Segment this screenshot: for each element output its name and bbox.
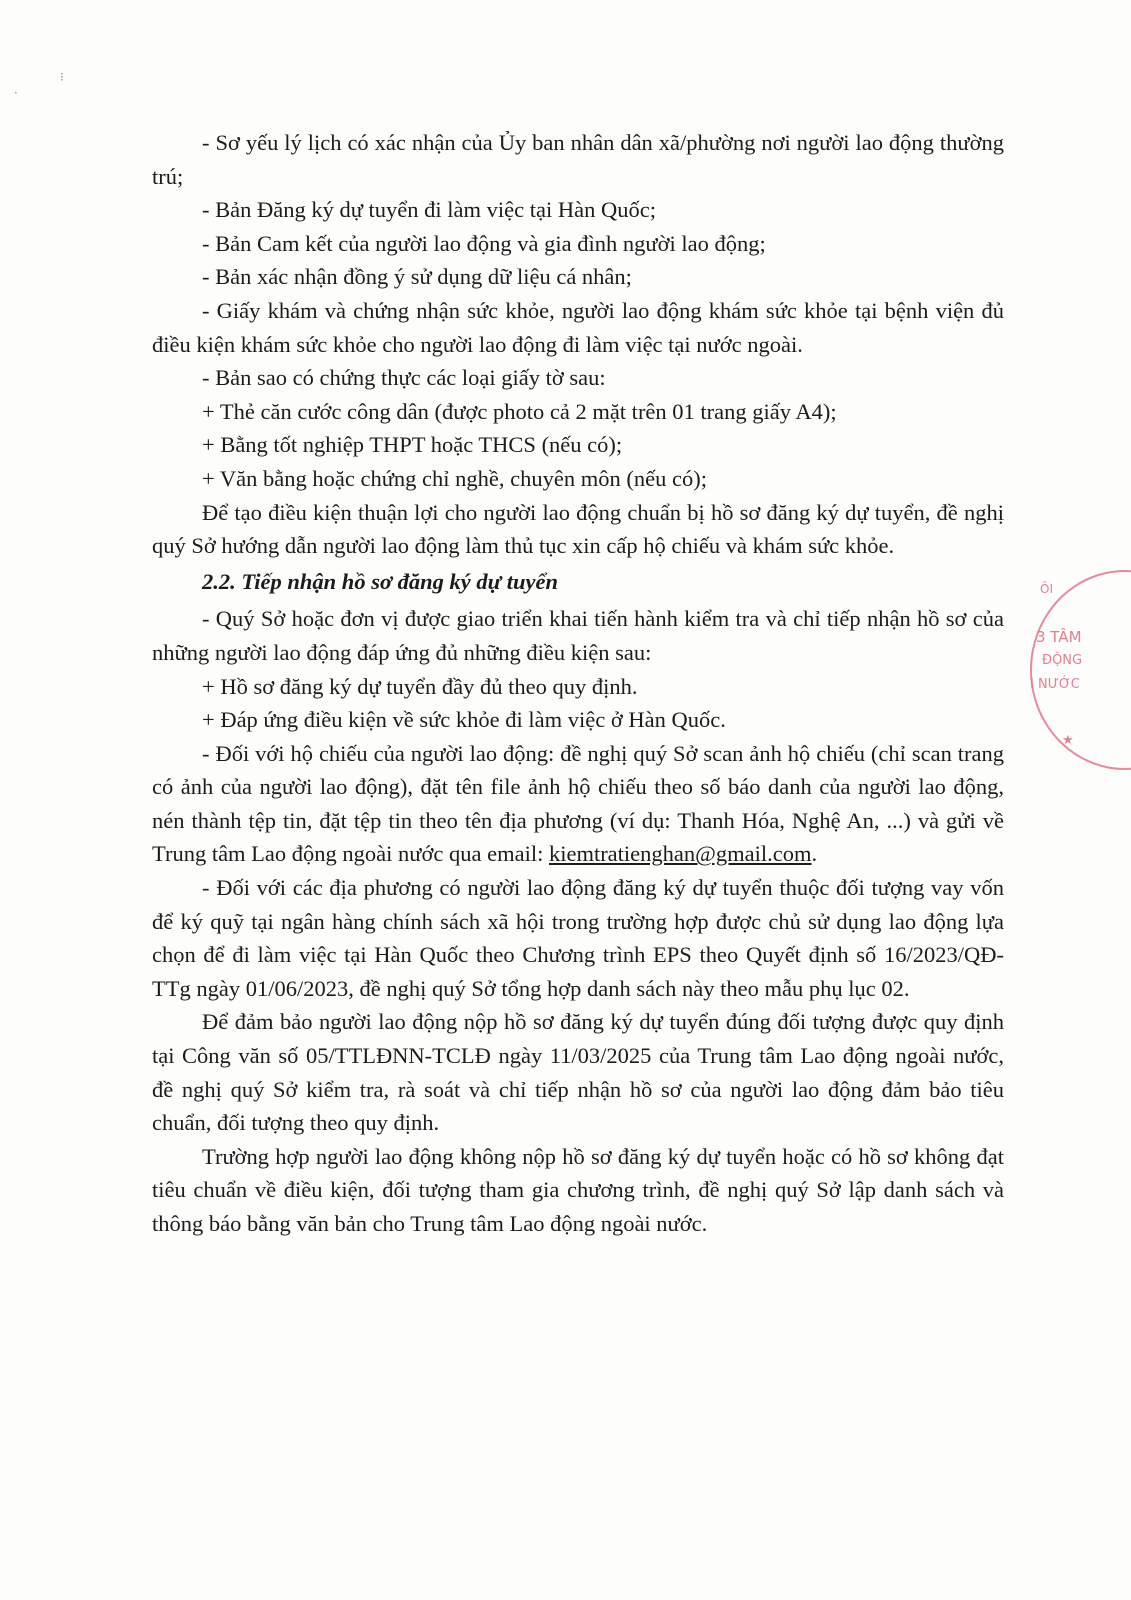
paragraph: - Quý Sở hoặc đơn vị được giao triển khai tiến hành kiểm tra và chỉ tiếp nhận hồ sơ của những người lao động đáp ứng đủ những điều kiện sau:: [152, 606, 1004, 665]
paragraph: - Đối với các địa phương có người lao động đăng ký dự tuyển thuộc đối tượng vay vốn để ký quỹ tại ngân hàng chính sách xã hội trong trường hợp được chủ sử dụng lao động lựa chọn để đi làm việc tại Hàn Quốc theo Chương trình EPS theo Quyết định số 16/2023/QĐ-TTg ngày 01/06/2023, đề nghị quý Sở tổng hợp danh sách này theo mẫu phụ lục 02.: [152, 875, 1004, 1001]
document-body: [152, 126, 1004, 1241]
paragraph: Để tạo điều kiện thuận lợi cho người lao động chuẩn bị hồ sơ đăng ký dự tuyển, đề nghị quý Sở hướng dẫn người lao động làm thủ tục xin cấp hộ chiếu và khám sức khỏe.: [152, 499, 1004, 559]
paragraph: + Đáp ứng điều kiện về sức khỏe đi làm việc ở Hàn Quốc.: [202, 707, 726, 733]
paragraph: - Bản Đăng ký dự tuyển đi làm việc tại Hàn Quốc;: [202, 197, 656, 223]
scan-artifact: ·: [14, 86, 18, 100]
paragraph: - Giấy khám và chứng nhận sức khỏe, người lao động khám sức khỏe tại bệnh viện đủ điều kiện khám sức khỏe cho người lao động đi làm việc tại nước ngoài.: [152, 297, 1004, 357]
email-link[interactable]: kiemtratienghan@gmail.com: [548, 841, 812, 867]
paragraph: - Bản xác nhận đồng ý sử dụng dữ liệu cá nhân;: [202, 264, 632, 290]
passport-text: - Đối với hộ chiếu của người lao động: đề nghị quý Sở scan ảnh hộ chiếu (chỉ scan trang có ảnh của người lao động), đặt tên file ảnh hộ chiếu theo số báo danh của người lao động, nén thành tệp tin, đặt tệp tin theo tên địa phương (ví dụ: Thanh Hóa, Nghệ An, ...) và gửi về Trung tâm Lao động ngoài nước qua email:: [152, 740, 1004, 867]
paragraph: - Bản Cam kết của người lao động và gia đình người lao động;: [202, 230, 766, 256]
stamp-text: 3 TÂM: [1036, 628, 1082, 646]
stamp-text: I NƯỚC: [1030, 677, 1080, 692]
scan-artifact: ⁝: [60, 70, 64, 84]
paragraph: Để đảm bảo người lao động nộp hồ sơ đăng ký dự tuyển đúng đối tượng được quy định tại Công văn số 05/TTLĐNN-TCLĐ ngày 11/03/2025 của Trung tâm Lao động ngoài nước, đề nghị quý Sở kiểm tra, rà soát và chỉ tiếp nhận hồ sơ của người lao động đảm bảo tiêu chuẩn, đối tượng theo quy định.: [152, 1009, 1004, 1136]
section-heading: 2.2. Tiếp nhận hồ sơ đăng ký dự tuyển: [202, 568, 559, 594]
paragraph: - Bản sao có chứng thực các loại giấy tờ sau:: [202, 365, 606, 391]
star-icon: ★: [1062, 733, 1074, 748]
paragraph: + Văn bằng hoặc chứng chỉ nghề, chuyên môn (nếu có);: [202, 465, 707, 491]
paragraph: - Sơ yếu lý lịch có xác nhận của Ủy ban nhân dân xã/phường nơi người lao động thường trú;: [152, 130, 1004, 189]
paragraph: + Hồ sơ đăng ký dự tuyển đầy đủ theo quy định.: [202, 673, 638, 699]
paragraph: + Bằng tốt nghiệp THPT hoặc THCS (nếu có);: [202, 432, 623, 458]
stamp-text: ĐỘNG: [1042, 653, 1083, 668]
paragraph: Trường hợp người lao động không nộp hồ sơ đăng ký dự tuyển hoặc có hồ sơ không đạt tiêu chuẩn về điều kiện, đối tượng tham gia chương trình, đề nghị quý Sở lập danh sách và thông báo bằng văn bản cho Trung tâm Lao động ngoài nước.: [152, 1143, 1004, 1236]
passport-text-end: .: [811, 841, 818, 867]
stamp-text: ÔI: [1040, 582, 1053, 596]
paragraph: + Thẻ căn cước công dân (được photo cả 2 mặt trên 01 trang giấy A4);: [202, 398, 837, 424]
official-stamp: [1030, 570, 1131, 780]
passport-paragraph: [152, 737, 1004, 871]
